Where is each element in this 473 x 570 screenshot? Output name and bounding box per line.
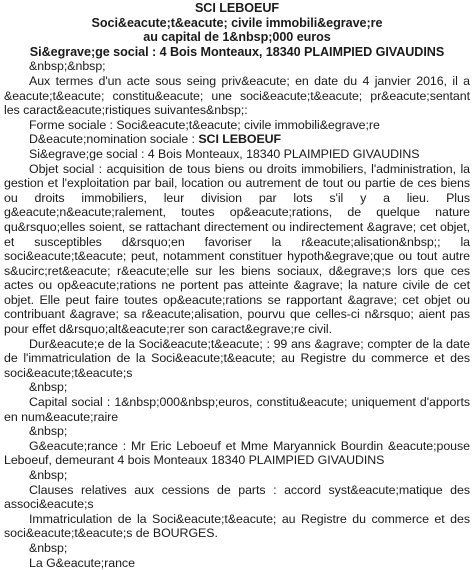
- signature-line: La G&eacute;rance: [29, 555, 135, 570]
- intro-paragraph: Aux termes d'un acte sous seing priv&eacute; en date du 4 janvier 2016, il a &eacute;t&eacute; constitu&eacute; une soci&eacute;t&eacute; pr&eacute;sentant les caract&eacute;ristiques suivantes&nbsp;:: [4, 73, 470, 118]
- purpose-paragraph: Objet social : acquisition de tous biens ou droits immobiliers, l'administration, la gestion et l'exploitation par bail, location ou autrement de tout ou partie de ces biens ou droits immobiliers, leur division par lots s'il y a lieu. Plus g&eacute;n&eacute;ralement, toutes op&eacute;rations, de quelque nature qu&rsquo;elles soient, se rattachant directement ou indirectement &agrave; cet objet, et susceptibles d&rsquo;en favoriser la r&eacute;alisation&nbsp;; la soci&eacute;t&eacute; peut, notamment constituer hypoth&egrave;que ou tout autre s&ucirc;ret&eacute; r&eacute;elle sur les biens sociaux, d&egrave;s lors que ces actes ou op&eacute;rations ne portent pas atteinte &agrave; la nature civile de cet objet. Elle peut faire toutes op&eacute;rations se rapportant &agrave; cet objet ou contribuant &agrave; sa r&eacute;alisation, pourvu que celles-ci n&rsquo; aient pas pour effet d&rsquo;alt&eacute;rer son caract&egrave;re civil.: [4, 161, 470, 337]
- registration-paragraph: Immatriculation de la Soci&eacute;t&eacute; au Registre du commerce et des soci&eacute;t&eacute;s de BOURGES.: [4, 511, 470, 541]
- management-paragraph: G&eacute;rance : Mr Eric Leboeuf et Mme Maryannick Bourdin &eacute;pouse Leboeuf, demeurant 4 bois Monteaux 18340 PLAIMPIED GIVAUDINS: [4, 438, 470, 468]
- capital-paragraph: Capital social : 1&nbsp;000&nbsp;euros, constitu&eacute; uniquement d'apports en num&eacute;raire: [4, 395, 470, 424]
- company-form-heading: Soci&eacute;t&eacute; civile immobili&egrave;re: [91, 15, 383, 30]
- denomination-line: [4, 132, 470, 147]
- registered-office-heading: Si&egrave;ge social : 4 Bois Monteaux, 18340 PLAIMPIED GIVAUDINS: [29, 44, 445, 59]
- spacer-text: &nbsp;: [29, 424, 68, 439]
- spacer-text: &nbsp;&nbsp;: [29, 59, 106, 74]
- spacer-text: &nbsp;: [29, 380, 68, 395]
- spacer-text: &nbsp;: [29, 468, 68, 482]
- legal-form-line: Forme sociale : Soci&eacute;t&eacute; civile immobili&egrave;re: [29, 117, 380, 132]
- denomination-value: SCI LEBOEUF: [198, 132, 282, 147]
- spacer-text: &nbsp;: [29, 540, 68, 555]
- capital-heading: au capital de 1&nbsp;000 euros: [143, 30, 331, 45]
- company-name-heading: SCI LEBOEUF: [194, 1, 280, 15]
- registered-office-line: Si&egrave;ge social : 4 Bois Monteaux, 18340 PLAIMPIED GIVAUDINS: [29, 146, 420, 161]
- legal-notice-document: [4, 1, 470, 570]
- denomination-label: D&eacute;nomination sociale :: [29, 132, 199, 147]
- share-transfer-paragraph: Clauses relatives aux cessions de parts : accord syst&eacute;matique des associ&eacute;s: [4, 482, 470, 512]
- duration-paragraph: Dur&eacute;e de la Soci&eacute;t&eacute; : 99 ans &agrave; compter de la date de l'immatriculation de la Soci&eacute;t&eacute; au Registre du commerce et des soci&eacute;t&eacute;s: [4, 336, 470, 380]
